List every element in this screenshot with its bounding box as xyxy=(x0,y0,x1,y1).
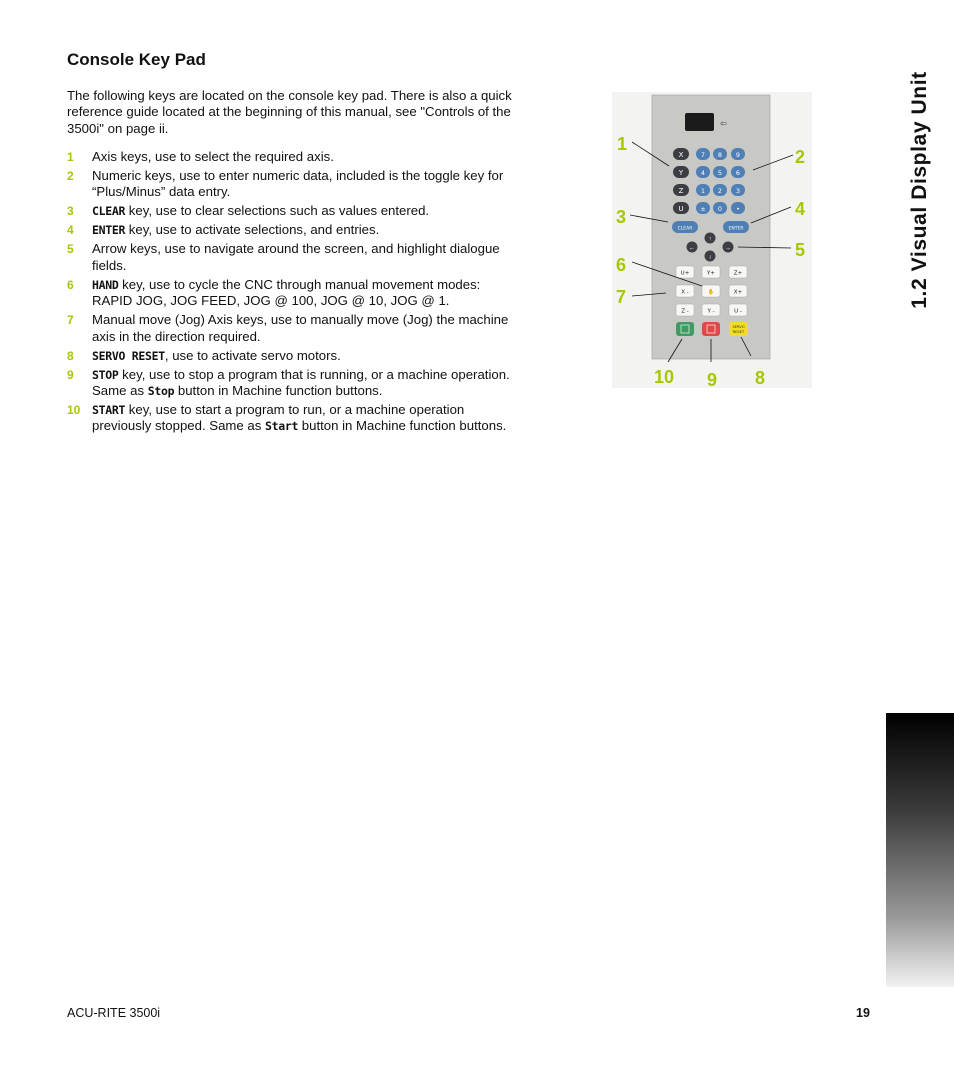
keypad-illustration xyxy=(610,90,820,390)
callout-number: 8 xyxy=(755,368,766,388)
jog-key-label: X - xyxy=(681,289,689,296)
item-text: key, use to clear selections such as values entered. xyxy=(125,203,430,219)
key-name: SERVO RESET xyxy=(92,348,165,363)
jog-key-label: Z+ xyxy=(733,270,743,277)
callout-number: 5 xyxy=(795,240,806,260)
item-number: 7 xyxy=(67,313,74,328)
right-arrow-icon: → xyxy=(725,245,731,252)
enter-key-label: ENTER xyxy=(728,226,744,232)
item-text: button in Machine function buttons. xyxy=(298,418,507,434)
jog-key-label: X+ xyxy=(733,289,743,296)
list-item xyxy=(67,203,517,219)
axis-key-label: U xyxy=(678,205,684,213)
list-item xyxy=(67,241,517,274)
list-item xyxy=(67,367,517,400)
item-text: Arrow keys, use to navigate around the screen, and highlight dialogue fields. xyxy=(92,241,500,273)
item-number: 10 xyxy=(67,403,81,418)
numeric-key-label: ± xyxy=(700,205,706,213)
section-title: Console Key Pad xyxy=(67,50,206,69)
key-name: START xyxy=(92,403,126,418)
item-text: key, use to stop a program that is running, or a machine operation. Same as xyxy=(92,366,510,399)
item-text: key, use to activate selections, and entries. xyxy=(125,222,380,238)
button-name: Start xyxy=(265,419,299,434)
jog-key-label: Y+ xyxy=(707,270,715,277)
list-item xyxy=(67,277,517,310)
item-text: Axis keys, use to select the required axis. xyxy=(92,149,334,164)
callout-number: 1 xyxy=(617,134,628,154)
numeric-key-label: 3 xyxy=(735,187,741,195)
callout-number: 7 xyxy=(616,287,627,307)
callout-number: 3 xyxy=(616,207,627,227)
axis-key-label: Z xyxy=(678,187,684,195)
item-text: , use to activate servo motors. xyxy=(164,347,341,363)
axis-key-label: Y xyxy=(678,169,684,177)
servo-reset-label: RESET xyxy=(732,330,745,334)
list-item xyxy=(67,168,517,201)
callout-number: 6 xyxy=(616,255,627,275)
item-number: 6 xyxy=(67,277,74,292)
clear-key-label: CLEAR xyxy=(677,226,693,232)
item-number: 9 xyxy=(67,367,74,382)
list-item xyxy=(67,348,517,364)
numeric-key-label: 7 xyxy=(700,151,706,159)
item-text: Numeric keys, use to enter numeric data, included is the toggle key for “Plus/Minus” data entry. xyxy=(92,168,504,200)
item-text: key, use to start a program to run, or a machine operation previously stopped. Same as xyxy=(92,402,465,434)
item-number: 8 xyxy=(67,348,74,363)
numeric-key-label: 2 xyxy=(717,187,723,195)
item-text: Manual move (Jog) Axis keys, use to manually move (Jog) the machine axis in the direction required. xyxy=(92,312,509,344)
item-number: 4 xyxy=(67,223,74,238)
start-key xyxy=(676,322,694,336)
chapter-title: 1.2 Visual Display Unit xyxy=(908,71,931,309)
numeric-key-label: 0 xyxy=(717,205,723,213)
key-name: STOP xyxy=(92,367,119,382)
numeric-key-label: 5 xyxy=(717,169,723,177)
jog-key-label: Y - xyxy=(707,308,715,315)
servo-reset-label: SERVO xyxy=(732,325,745,329)
callout-number: 4 xyxy=(795,199,806,219)
item-text: key, use to cycle the CNC through manual movement modes: RAPID JOG, JOG FEED, JOG @ 100, JOG @ 10, JOG @ 1. xyxy=(92,276,481,309)
numeric-key-label: • xyxy=(736,205,740,213)
item-text: button in Machine function buttons. xyxy=(174,383,383,399)
key-name: ENTER xyxy=(92,223,126,238)
down-arrow-icon: ↓ xyxy=(708,254,712,261)
footer-product: ACU-RITE 3500i xyxy=(67,1006,161,1020)
item-number: 2 xyxy=(67,169,74,183)
intro-paragraph: The following keys are located on the console key pad. There is also a quick reference guide located at the beginning of this manual, see "Controls of the 3500i" on page ii. xyxy=(67,88,512,136)
console-key-list xyxy=(67,149,517,437)
stop-key xyxy=(702,322,720,336)
jog-key-label: Z - xyxy=(681,308,689,315)
jog-key-label: U - xyxy=(734,308,742,315)
left-arrow-icon: ← xyxy=(689,245,695,252)
chapter-side-header xyxy=(886,40,954,340)
button-name: Stop xyxy=(147,384,175,399)
item-number: 1 xyxy=(67,150,74,164)
callout-number: 9 xyxy=(707,370,718,390)
list-item xyxy=(67,222,517,238)
key-name: CLEAR xyxy=(92,204,126,219)
callout-number: 10 xyxy=(654,367,675,387)
jog-key-label: U+ xyxy=(680,270,690,277)
list-item xyxy=(67,402,517,435)
keypad-figure xyxy=(610,90,820,390)
callout-number: 2 xyxy=(795,147,806,167)
up-arrow-icon: ↑ xyxy=(708,236,712,243)
usb-port xyxy=(685,113,714,131)
item-number: 3 xyxy=(67,204,74,219)
keypad-panel xyxy=(652,95,770,359)
page-number: 19 xyxy=(856,1006,870,1020)
numeric-key-label: 4 xyxy=(700,169,706,177)
jog-key-label: ✋ xyxy=(707,289,715,296)
numeric-key-label: 1 xyxy=(700,187,706,195)
key-name: HAND xyxy=(92,277,119,292)
chapter-tab xyxy=(886,713,954,987)
list-item xyxy=(67,149,517,165)
item-number: 5 xyxy=(67,242,74,257)
numeric-key-label: 6 xyxy=(735,169,741,177)
list-item xyxy=(67,312,517,345)
numeric-key-label: 8 xyxy=(717,151,723,159)
usb-icon: ⇦ xyxy=(720,119,727,128)
numeric-key-label: 9 xyxy=(735,151,741,159)
axis-key-label: X xyxy=(678,151,684,159)
